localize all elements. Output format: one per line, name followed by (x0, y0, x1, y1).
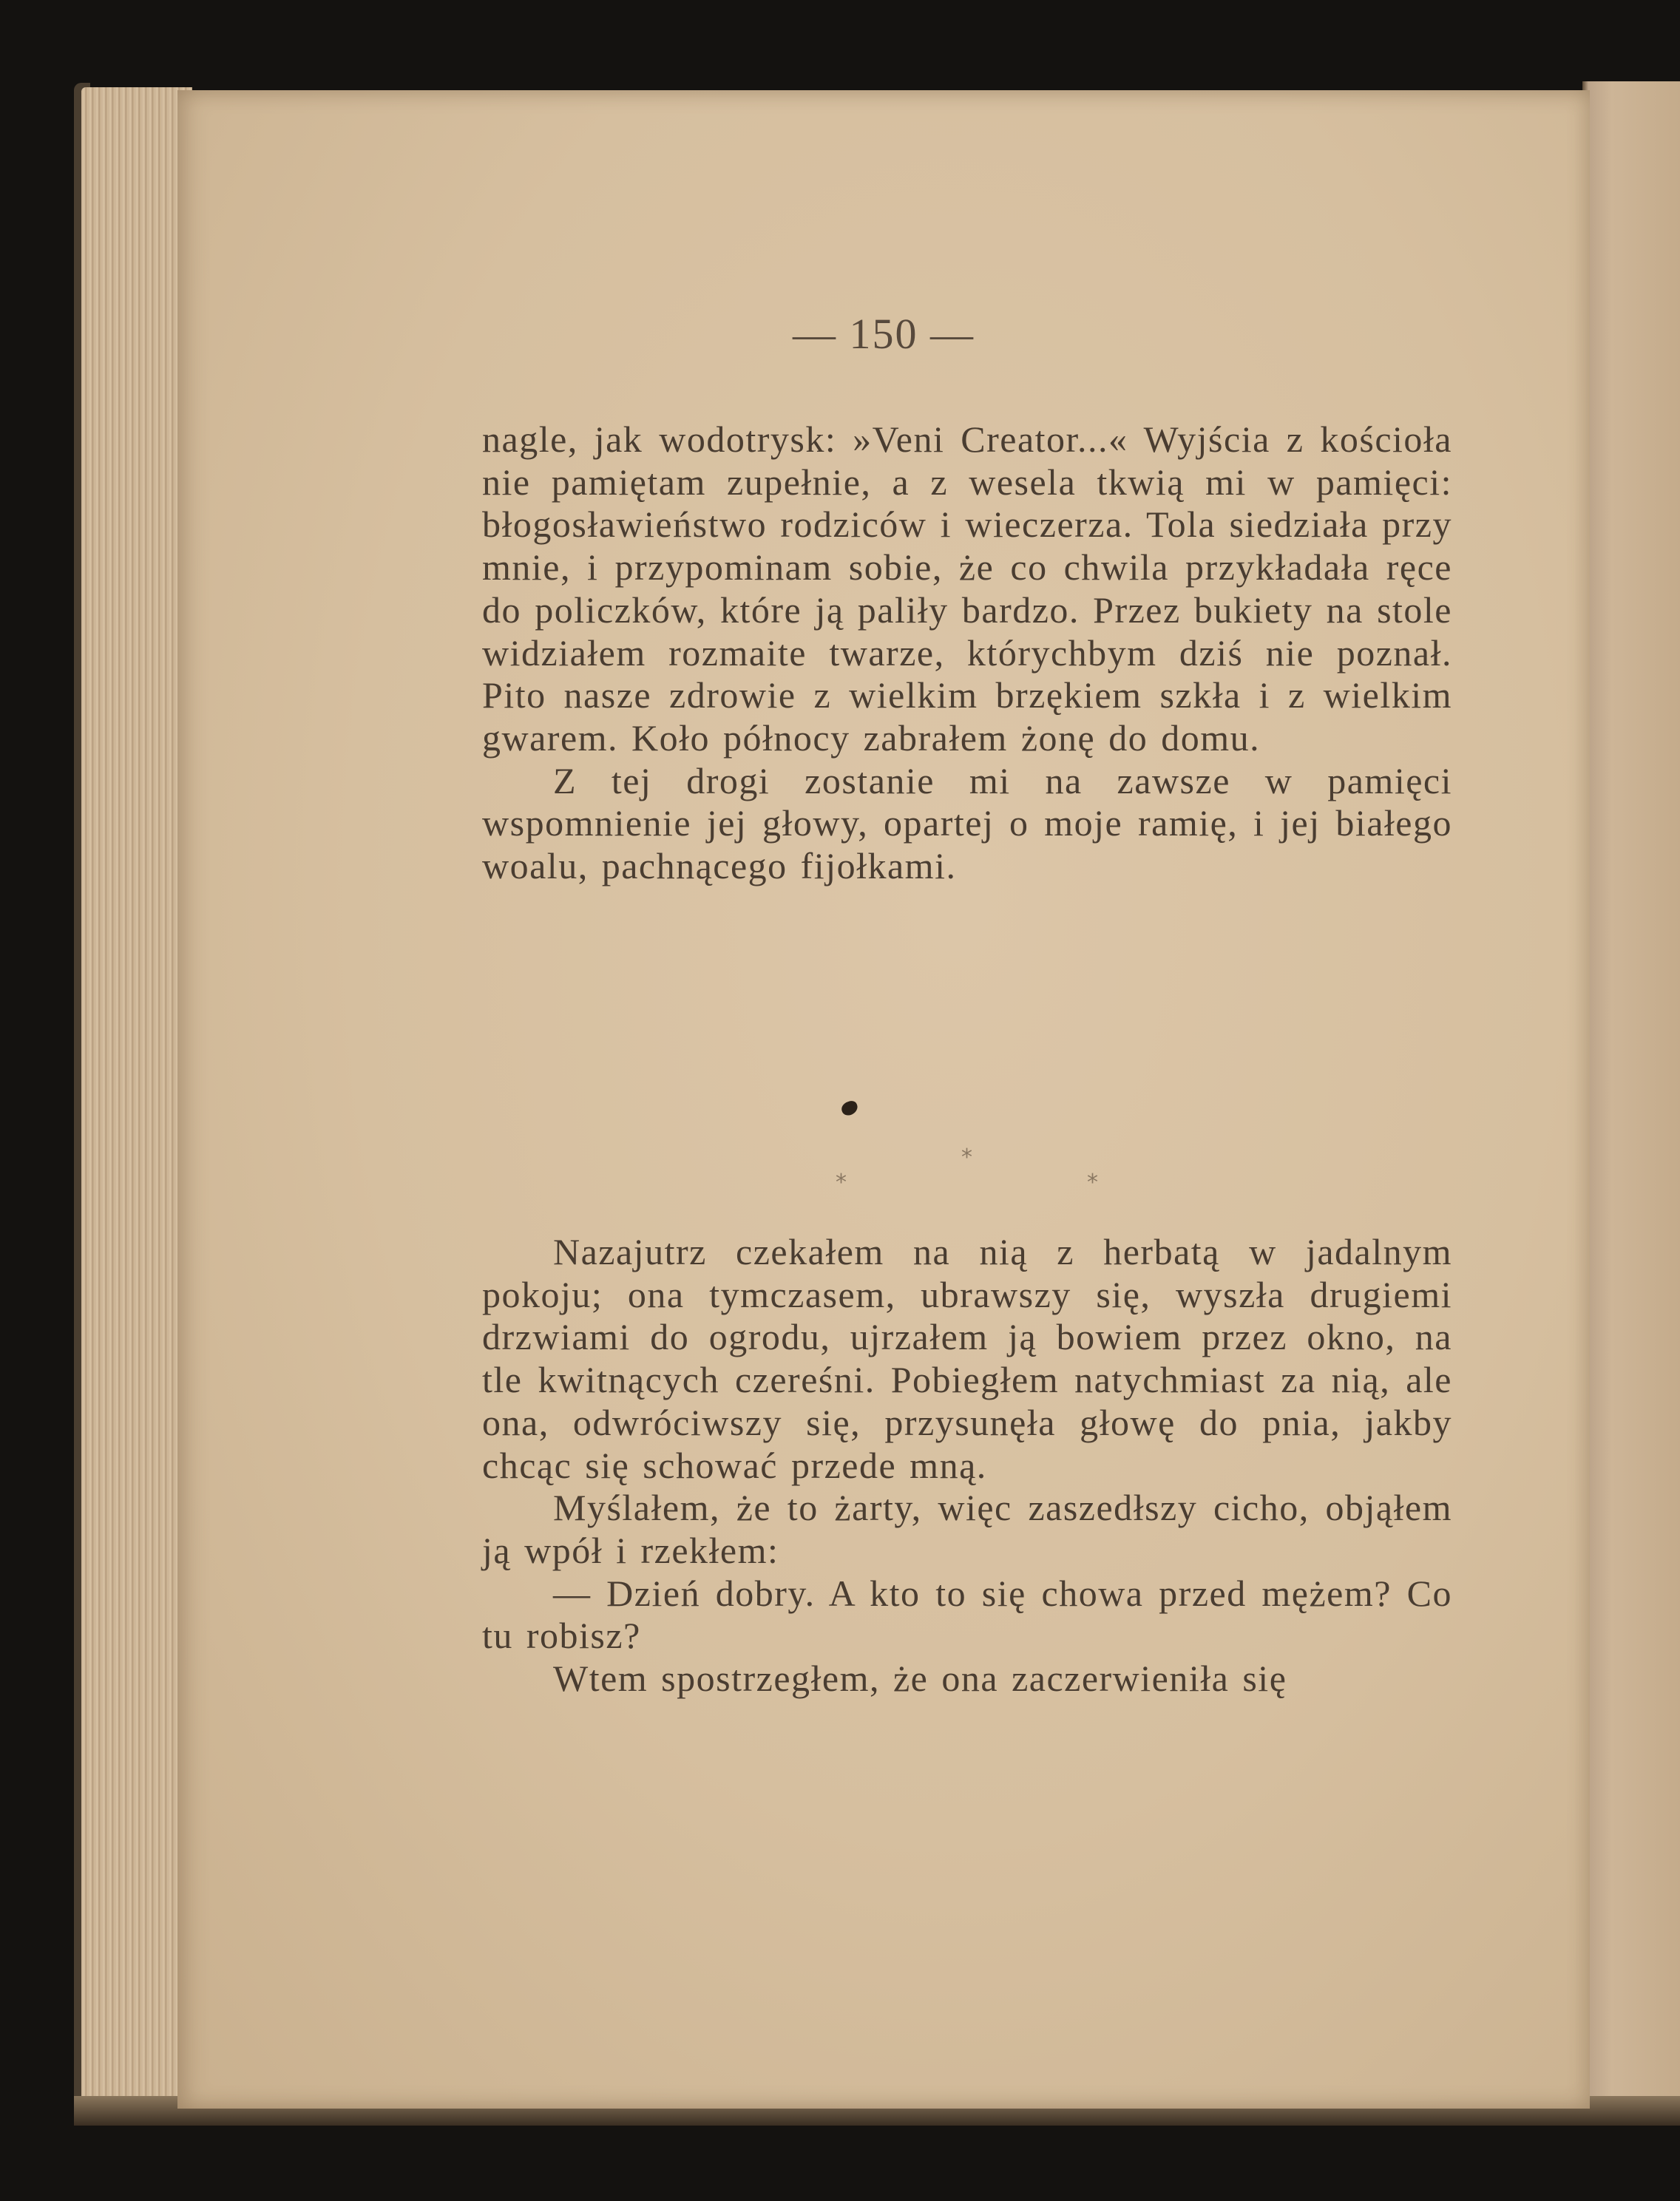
text-section-2 (482, 1231, 1452, 1700)
facing-page-edge (1582, 81, 1680, 2122)
page-number-header: — 150 — (793, 310, 975, 358)
page-stack-edge (81, 87, 192, 2113)
paragraph: Z tej drogi zostanie mi na zawsze w pamięci wspomnienie jej głowy, opartej o moje ramię, i jej białego woalu, pachnącego fijołkami. (482, 759, 1452, 887)
paragraph: nagle, jak wodotrysk: »Veni Creator...« Wyjścia z kościoła nie pamiętam zupełnie, a z wesela tkwią mi w pamięci: błogosławieństwo rodziców i wieczerza. Tola siedziała przy mnie, i przypominam sobie, że co chwila przykładała ręce do policzków, które ją paliły bardzo. Przez bukiety na stole widziałem rozmaite twarze, którychbym dziś nie poznał. Pito nasze zdrowie z wielkim brzękiem szkła i z wielkim gwarem. Koło północy zabrałem żonę do domu. (482, 418, 1452, 759)
paragraph: Nazajutrz czekałem na nią z herbatą w jadalnym pokoju; ona tymczasem, ubrawszy się, wyszła drugiemi drzwiami do ogrodu, ujrzałem ją bowiem przez okno, na tle kwitnących czereśni. Pobiegłem natychmiast za nią, ale ona, odwróciwszy się, przysunęła głowę do pnia, jakby chcąc się schować przede mną. (482, 1231, 1452, 1486)
paragraph: — Dzień dobry. A kto to się chowa przed mężem? Co tu robisz? (482, 1572, 1452, 1657)
paragraph: Wtem spostrzegłem, że ona zaczerwieniła się (553, 1658, 1287, 1700)
text-section-1 (482, 418, 1452, 888)
section-separator (821, 1139, 1117, 1198)
separator-asterisk: * (961, 1144, 972, 1170)
book-page (177, 90, 1590, 2109)
separator-asterisk: * (836, 1170, 847, 1196)
paragraph: Myślałem, że to żarty, więc zaszedłszy cicho, objąłem ją wpół i rzekłem: (482, 1487, 1452, 1571)
separator-asterisk: * (1087, 1170, 1098, 1196)
